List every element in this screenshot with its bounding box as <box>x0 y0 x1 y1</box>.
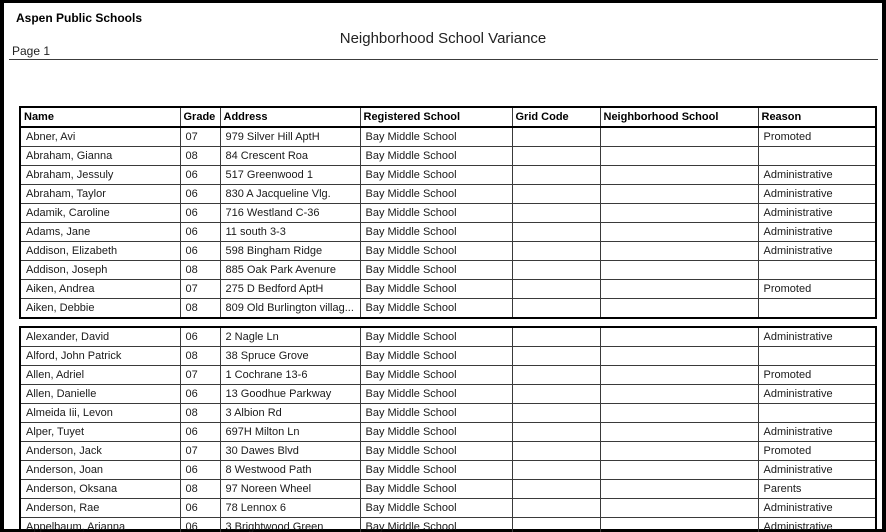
cell-grid_code <box>512 518 600 532</box>
cell-registered_school: Bay Middle School <box>360 185 512 204</box>
cell-registered_school: Bay Middle School <box>360 261 512 280</box>
cell-name: Almeida Iii, Levon <box>20 404 180 423</box>
cell-registered_school: Bay Middle School <box>360 442 512 461</box>
cell-grid_code <box>512 147 600 166</box>
cell-address: 84 Crescent Roa <box>220 147 360 166</box>
cell-neighborhood_school <box>600 385 758 404</box>
cell-grid_code <box>512 299 600 319</box>
cell-address: 979 Silver Hill AptH <box>220 127 360 147</box>
cell-address: 3 Brightwood Green <box>220 518 360 532</box>
column-header-registered_school: Registered School <box>360 107 512 127</box>
cell-address: 8 Westwood Path <box>220 461 360 480</box>
cell-name: Anderson, Rae <box>20 499 180 518</box>
cell-address: 275 D Bedford AptH <box>220 280 360 299</box>
cell-registered_school: Bay Middle School <box>360 127 512 147</box>
cell-grid_code <box>512 442 600 461</box>
cell-address: 2 Nagle Ln <box>220 327 360 347</box>
cell-name: Adamik, Caroline <box>20 204 180 223</box>
cell-neighborhood_school <box>600 442 758 461</box>
cell-address: 30 Dawes Blvd <box>220 442 360 461</box>
variance-table-section-2 <box>19 326 877 532</box>
cell-grade: 08 <box>180 147 220 166</box>
cell-registered_school: Bay Middle School <box>360 499 512 518</box>
cell-neighborhood_school <box>600 242 758 261</box>
organization-name: Aspen Public Schools <box>16 11 143 25</box>
cell-registered_school: Bay Middle School <box>360 385 512 404</box>
cell-reason: Administrative <box>758 461 876 480</box>
table-row <box>20 461 876 480</box>
cell-registered_school: Bay Middle School <box>360 461 512 480</box>
table-row <box>20 480 876 499</box>
cell-grade: 06 <box>180 423 220 442</box>
cell-grid_code <box>512 327 600 347</box>
cell-address: 517 Greenwood 1 <box>220 166 360 185</box>
cell-grade: 08 <box>180 404 220 423</box>
cell-reason: Administrative <box>758 385 876 404</box>
cell-reason <box>758 347 876 366</box>
cell-name: Addison, Joseph <box>20 261 180 280</box>
variance-report-tables <box>19 106 875 532</box>
table-row <box>20 366 876 385</box>
variance-table-section-1 <box>19 106 877 319</box>
cell-reason: Administrative <box>758 518 876 532</box>
cell-address: 885 Oak Park Avenure <box>220 261 360 280</box>
cell-reason: Administrative <box>758 185 876 204</box>
cell-grid_code <box>512 347 600 366</box>
table-row <box>20 327 876 347</box>
table-row <box>20 127 876 147</box>
column-header-address: Address <box>220 107 360 127</box>
cell-neighborhood_school <box>600 347 758 366</box>
cell-registered_school: Bay Middle School <box>360 147 512 166</box>
cell-name: Alford, John Patrick <box>20 347 180 366</box>
cell-reason: Administrative <box>758 204 876 223</box>
cell-grade: 06 <box>180 499 220 518</box>
cell-grade: 06 <box>180 166 220 185</box>
cell-neighborhood_school <box>600 404 758 423</box>
cell-address: 830 A Jacqueline Vlg. <box>220 185 360 204</box>
column-header-reason: Reason <box>758 107 876 127</box>
cell-name: Abraham, Taylor <box>20 185 180 204</box>
cell-address: 78 Lennox 6 <box>220 499 360 518</box>
cell-address: 38 Spruce Grove <box>220 347 360 366</box>
cell-name: Abraham, Jessuly <box>20 166 180 185</box>
cell-name: Anderson, Joan <box>20 461 180 480</box>
cell-grade: 06 <box>180 518 220 532</box>
cell-address: 3 Albion Rd <box>220 404 360 423</box>
cell-grade: 06 <box>180 185 220 204</box>
cell-reason: Administrative <box>758 327 876 347</box>
cell-neighborhood_school <box>600 518 758 532</box>
cell-address: 809 Old Burlington villag... <box>220 299 360 319</box>
cell-registered_school: Bay Middle School <box>360 280 512 299</box>
cell-grid_code <box>512 461 600 480</box>
cell-registered_school: Bay Middle School <box>360 347 512 366</box>
cell-grid_code <box>512 185 600 204</box>
cell-grid_code <box>512 499 600 518</box>
cell-grade: 08 <box>180 347 220 366</box>
cell-grid_code <box>512 242 600 261</box>
cell-neighborhood_school <box>600 204 758 223</box>
cell-grid_code <box>512 204 600 223</box>
cell-reason <box>758 147 876 166</box>
cell-grade: 06 <box>180 461 220 480</box>
cell-reason: Promoted <box>758 366 876 385</box>
cell-reason: Administrative <box>758 423 876 442</box>
table-row <box>20 261 876 280</box>
cell-registered_school: Bay Middle School <box>360 242 512 261</box>
table-row <box>20 423 876 442</box>
cell-reason <box>758 261 876 280</box>
table-row <box>20 185 876 204</box>
cell-grade: 07 <box>180 442 220 461</box>
cell-registered_school: Bay Middle School <box>360 480 512 499</box>
table-row <box>20 499 876 518</box>
cell-neighborhood_school <box>600 299 758 319</box>
cell-grade: 06 <box>180 242 220 261</box>
cell-name: Alexander, David <box>20 327 180 347</box>
table-row <box>20 442 876 461</box>
cell-neighborhood_school <box>600 261 758 280</box>
cell-name: Allen, Adriel <box>20 366 180 385</box>
cell-grid_code <box>512 166 600 185</box>
cell-address: 13 Goodhue Parkway <box>220 385 360 404</box>
cell-neighborhood_school <box>600 327 758 347</box>
cell-grid_code <box>512 423 600 442</box>
cell-neighborhood_school <box>600 185 758 204</box>
table-row <box>20 147 876 166</box>
cell-name: Aiken, Debbie <box>20 299 180 319</box>
cell-address: 716 Westland C-36 <box>220 204 360 223</box>
cell-address: 11 south 3-3 <box>220 223 360 242</box>
cell-address: 97 Noreen Wheel <box>220 480 360 499</box>
cell-grade: 07 <box>180 366 220 385</box>
cell-reason: Administrative <box>758 166 876 185</box>
cell-reason: Parents <box>758 480 876 499</box>
column-header-grade: Grade <box>180 107 220 127</box>
cell-address: 598 Bingham Ridge <box>220 242 360 261</box>
cell-reason: Promoted <box>758 127 876 147</box>
cell-neighborhood_school <box>600 280 758 299</box>
cell-name: Abner, Avi <box>20 127 180 147</box>
cell-grid_code <box>512 366 600 385</box>
column-header-name: Name <box>20 107 180 127</box>
table-row <box>20 242 876 261</box>
cell-neighborhood_school <box>600 166 758 185</box>
cell-address: 697H Milton Ln <box>220 423 360 442</box>
column-header-row <box>20 107 876 127</box>
cell-address: 1 Cochrane 13-6 <box>220 366 360 385</box>
cell-reason: Administrative <box>758 242 876 261</box>
cell-grid_code <box>512 261 600 280</box>
cell-neighborhood_school <box>600 461 758 480</box>
cell-grade: 06 <box>180 385 220 404</box>
cell-grid_code <box>512 404 600 423</box>
cell-grade: 06 <box>180 327 220 347</box>
cell-name: Addison, Elizabeth <box>20 242 180 261</box>
table-row <box>20 404 876 423</box>
column-header-neighborhood_school: Neighborhood School <box>600 107 758 127</box>
cell-neighborhood_school <box>600 127 758 147</box>
cell-name: Aiken, Andrea <box>20 280 180 299</box>
cell-name: Adams, Jane <box>20 223 180 242</box>
cell-reason <box>758 299 876 319</box>
cell-grid_code <box>512 127 600 147</box>
column-header-grid_code: Grid Code <box>512 107 600 127</box>
cell-name: Anderson, Oksana <box>20 480 180 499</box>
cell-reason: Administrative <box>758 223 876 242</box>
cell-reason: Promoted <box>758 280 876 299</box>
cell-registered_school: Bay Middle School <box>360 327 512 347</box>
table-row <box>20 280 876 299</box>
cell-neighborhood_school <box>600 223 758 242</box>
cell-registered_school: Bay Middle School <box>360 166 512 185</box>
cell-neighborhood_school <box>600 480 758 499</box>
cell-grade: 07 <box>180 127 220 147</box>
cell-grade: 06 <box>180 204 220 223</box>
cell-grade: 08 <box>180 299 220 319</box>
cell-name: Appelbaum, Arianna <box>20 518 180 532</box>
cell-grade: 07 <box>180 280 220 299</box>
cell-grade: 08 <box>180 480 220 499</box>
report-title: Neighborhood School Variance <box>339 30 547 47</box>
cell-grid_code <box>512 223 600 242</box>
cell-grid_code <box>512 385 600 404</box>
cell-registered_school: Bay Middle School <box>360 423 512 442</box>
cell-registered_school: Bay Middle School <box>360 204 512 223</box>
cell-registered_school: Bay Middle School <box>360 518 512 532</box>
cell-registered_school: Bay Middle School <box>360 366 512 385</box>
cell-registered_school: Bay Middle School <box>360 404 512 423</box>
cell-neighborhood_school <box>600 147 758 166</box>
cell-reason <box>758 404 876 423</box>
cell-reason: Administrative <box>758 499 876 518</box>
cell-name: Alper, Tuyet <box>20 423 180 442</box>
cell-grade: 06 <box>180 223 220 242</box>
cell-name: Allen, Danielle <box>20 385 180 404</box>
table-row <box>20 518 876 532</box>
cell-name: Anderson, Jack <box>20 442 180 461</box>
cell-neighborhood_school <box>600 366 758 385</box>
cell-registered_school: Bay Middle School <box>360 223 512 242</box>
table-row <box>20 299 876 319</box>
header-divider <box>9 59 878 60</box>
cell-registered_school: Bay Middle School <box>360 299 512 319</box>
cell-grade: 08 <box>180 261 220 280</box>
table-row <box>20 166 876 185</box>
cell-grid_code <box>512 280 600 299</box>
cell-neighborhood_school <box>600 423 758 442</box>
cell-reason: Promoted <box>758 442 876 461</box>
table-row <box>20 223 876 242</box>
cell-neighborhood_school <box>600 499 758 518</box>
page-number: Page 1 <box>12 44 51 58</box>
cell-name: Abraham, Gianna <box>20 147 180 166</box>
table-row <box>20 204 876 223</box>
cell-grid_code <box>512 480 600 499</box>
table-row <box>20 385 876 404</box>
table-row <box>20 347 876 366</box>
